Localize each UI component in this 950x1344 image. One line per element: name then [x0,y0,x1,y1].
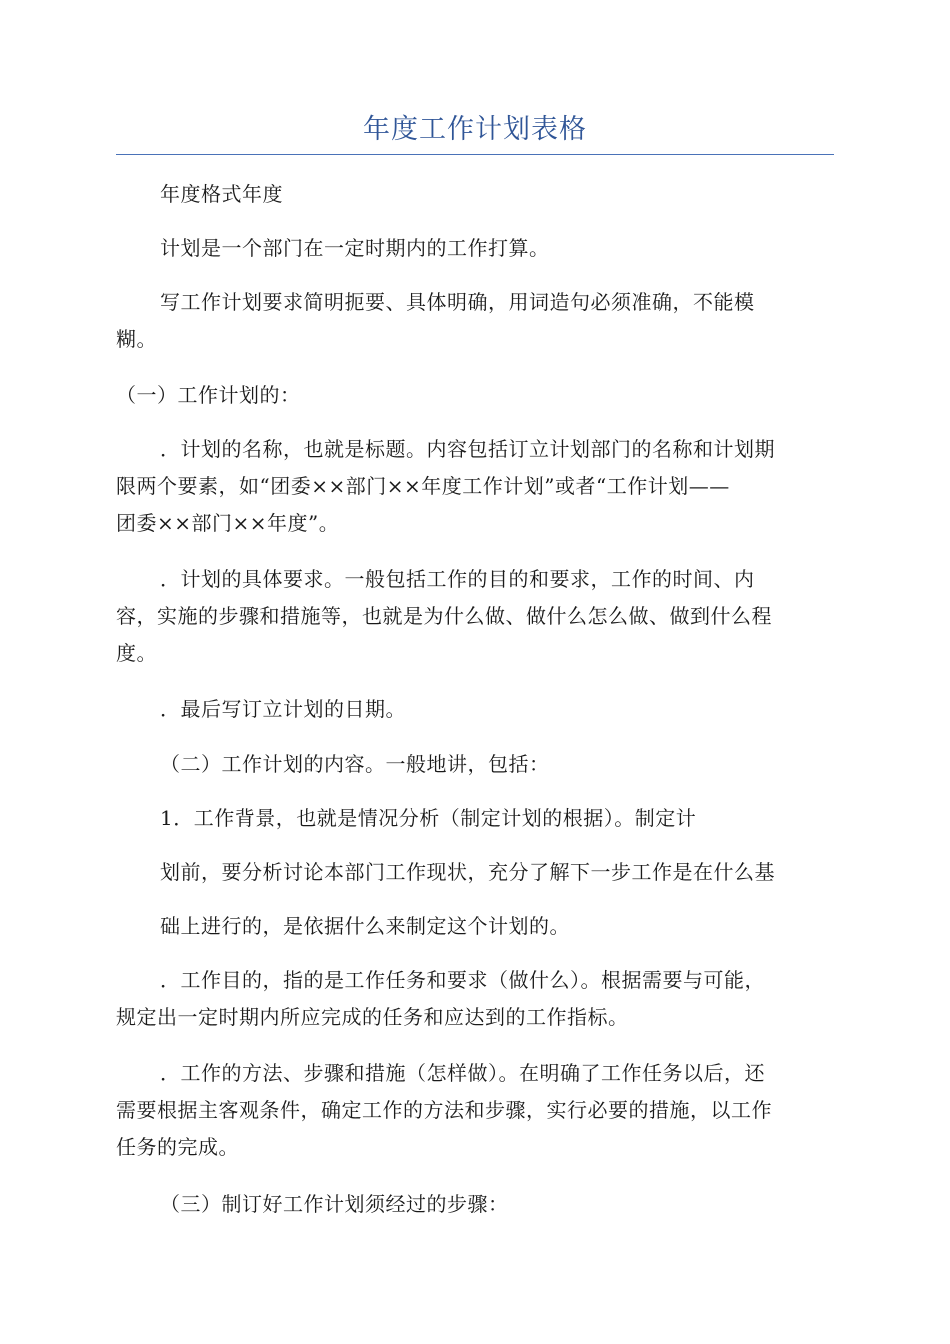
paragraph-line: 础上进行的，是依据什么来制定这个计划的。 [160,914,570,938]
paragraph-line: ．工作的方法、步骤和措施（怎样做）。在明确了工作任务以后，还 [160,1061,765,1085]
section-heading [116,1186,834,1223]
paragraph [116,284,834,358]
paragraph-line: （一）工作计划的： [116,383,301,407]
paragraph-line: 团委××部门××年度”。 [116,511,340,535]
paragraph [116,230,834,267]
paragraph-line: 计划是一个部门在一定时期内的工作打算。 [160,236,550,260]
paragraph-line: ．最后写订立计划的日期。 [160,697,406,721]
paragraph-line: 容，实施的步骤和措施等，也就是为什么做、做什么怎么做、做到什么程 [116,604,772,628]
document-title: 年度工作计划表格 [363,114,587,145]
paragraph-line: ．工作目的，指的是工作任务和要求（做什么）。根据需要与可能， [160,968,765,992]
paragraph [116,1055,834,1166]
section-heading [116,746,834,783]
paragraph [116,800,834,837]
paragraph-line: 年度格式年度 [160,182,283,206]
paragraph-line: （三）制订好工作计划须经过的步骤： [160,1192,509,1216]
paragraph-line: 划前，要分析讨论本部门工作现状，充分了解下一步工作是在什么基 [160,860,775,884]
paragraph-line: 1．工作背景，也就是情况分析（制定计划的根据）。制定计 [160,806,697,830]
paragraph-line: ．计划的名称，也就是标题。内容包括订立计划部门的名称和计划期 [160,437,775,461]
paragraph-line: ．计划的具体要求。一般包括工作的目的和要求，工作的时间、内 [160,567,755,591]
paragraph [116,908,834,945]
paragraph-line: （二）工作计划的内容。一般地讲，包括： [160,752,550,776]
paragraph [116,854,834,891]
paragraph [116,691,834,728]
paragraph [116,431,834,542]
paragraph-line: 度。 [116,641,157,665]
paragraph [116,561,834,672]
paragraph-line: 需要根据主客观条件，确定工作的方法和步骤，实行必要的措施，以工作 [116,1098,772,1122]
paragraph-line: 任务的完成。 [116,1135,239,1159]
paragraph [116,176,834,213]
title-underline [116,154,834,155]
paragraph-line: 限两个要素，如“团委××部门××年度工作计划”或者“工作计划—— [116,474,730,498]
paragraph-line: 糊。 [116,327,157,351]
paragraph [116,962,834,1036]
paragraph-line: 写工作计划要求简明扼要、具体明确，用词造句必须准确，不能模 [160,290,755,314]
section-heading [116,377,834,414]
paragraph-line: 规定出一定时期内所应完成的任务和应达到的工作指标。 [116,1005,629,1029]
